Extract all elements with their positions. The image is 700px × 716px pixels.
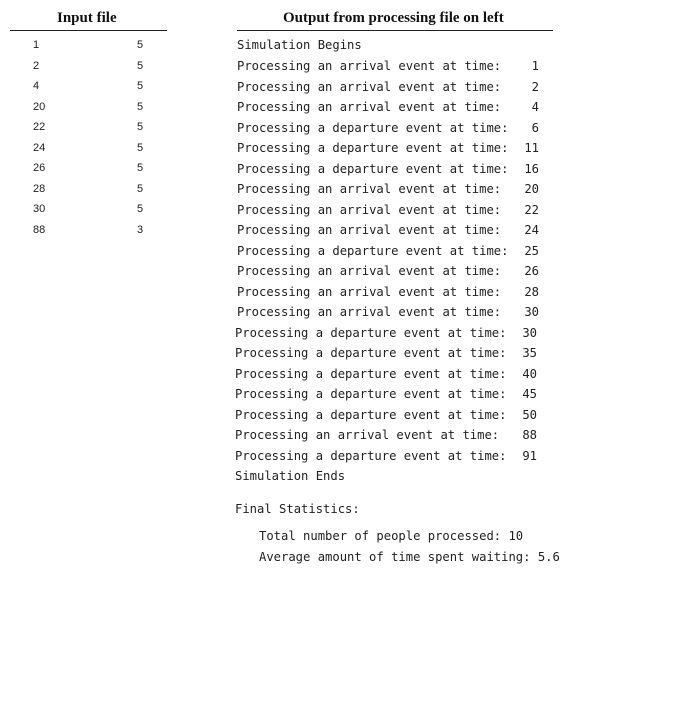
event-time: 2 <box>531 79 539 94</box>
event-label: Processing a departure event at time: <box>235 366 507 381</box>
event-label: Processing an arrival event at time: <box>237 182 502 196</box>
event-label: Processing an arrival event at time: <box>237 284 502 299</box>
event-time: 25 <box>524 243 539 258</box>
event-time: 24 <box>524 223 539 237</box>
input-file-heading: Input file <box>57 10 117 26</box>
event-time: 1 <box>531 59 539 73</box>
input-arrival-time: 30 <box>33 203 46 215</box>
input-arrival-time: 28 <box>33 182 46 195</box>
event-time: 6 <box>531 120 539 135</box>
event-time: 11 <box>524 141 539 155</box>
statistics-line: Average amount of time spent waiting: 5.6 <box>259 549 560 564</box>
event-time: 20 <box>524 182 539 196</box>
input-duration: 5 <box>137 100 144 113</box>
input-duration: 5 <box>137 203 144 215</box>
input-file-rule <box>10 30 167 31</box>
event-label: Processing an arrival event at time: <box>237 202 502 217</box>
input-duration: 5 <box>137 39 144 51</box>
input-arrival-time: 88 <box>33 223 46 236</box>
event-time: 16 <box>524 161 539 176</box>
event-label: Processing an arrival event at time: <box>237 305 502 319</box>
input-duration: 5 <box>137 182 144 195</box>
event-label: Processing an arrival event at time: <box>237 223 502 237</box>
event-label: Processing a departure event at time: <box>235 387 507 401</box>
event-label: Processing an arrival event at time: <box>237 100 502 114</box>
event-time: 35 <box>522 346 537 360</box>
event-label: Processing a departure event at time: <box>237 120 509 135</box>
event-time: 28 <box>524 284 539 299</box>
event-time: 40 <box>522 366 537 381</box>
event-label: Processing a departure event at time: <box>237 161 509 176</box>
simulation-begins: Simulation Begins <box>237 38 362 52</box>
event-time: 30 <box>522 325 537 340</box>
input-arrival-time: 1 <box>33 39 40 51</box>
event-label: Processing an arrival event at time: <box>237 264 502 278</box>
input-arrival-time: 24 <box>33 141 46 154</box>
event-label: Processing a departure event at time: <box>237 243 509 258</box>
input-duration: 5 <box>137 80 144 92</box>
event-time: 45 <box>522 387 537 401</box>
event-label: Processing a departure event at time: <box>235 325 507 340</box>
event-label: Processing an arrival event at time: <box>235 428 500 442</box>
input-duration: 3 <box>137 223 144 236</box>
output-rule <box>237 30 553 31</box>
input-arrival-time: 22 <box>33 121 46 133</box>
input-arrival-time: 20 <box>33 100 46 113</box>
input-duration: 5 <box>137 162 144 174</box>
input-arrival-time: 2 <box>33 59 40 72</box>
event-time: 88 <box>522 428 537 442</box>
event-time: 4 <box>531 100 539 114</box>
event-time: 91 <box>522 448 537 463</box>
statistics-line: Total number of people processed: 10 <box>259 529 524 543</box>
input-duration: 5 <box>137 121 144 133</box>
event-label: Processing a departure event at time: <box>235 346 507 360</box>
input-arrival-time: 26 <box>33 162 46 174</box>
input-arrival-time: 4 <box>33 80 40 92</box>
output-heading: Output from processing file on left <box>283 10 504 26</box>
input-duration: 5 <box>137 59 144 72</box>
event-time: 30 <box>524 305 539 319</box>
event-label: Processing a departure event at time: <box>235 407 507 422</box>
event-time: 50 <box>522 407 537 422</box>
event-label: Processing an arrival event at time: <box>237 79 502 94</box>
event-time: 22 <box>524 202 539 217</box>
input-duration: 5 <box>137 141 144 154</box>
final-statistics-title: Final Statistics: <box>235 502 360 516</box>
event-label: Processing an arrival event at time: <box>237 59 502 73</box>
event-label: Processing a departure event at time: <box>235 448 507 463</box>
event-label: Processing a departure event at time: <box>237 141 509 155</box>
event-time: 26 <box>524 264 539 278</box>
simulation-ends: Simulation Ends <box>235 469 346 483</box>
